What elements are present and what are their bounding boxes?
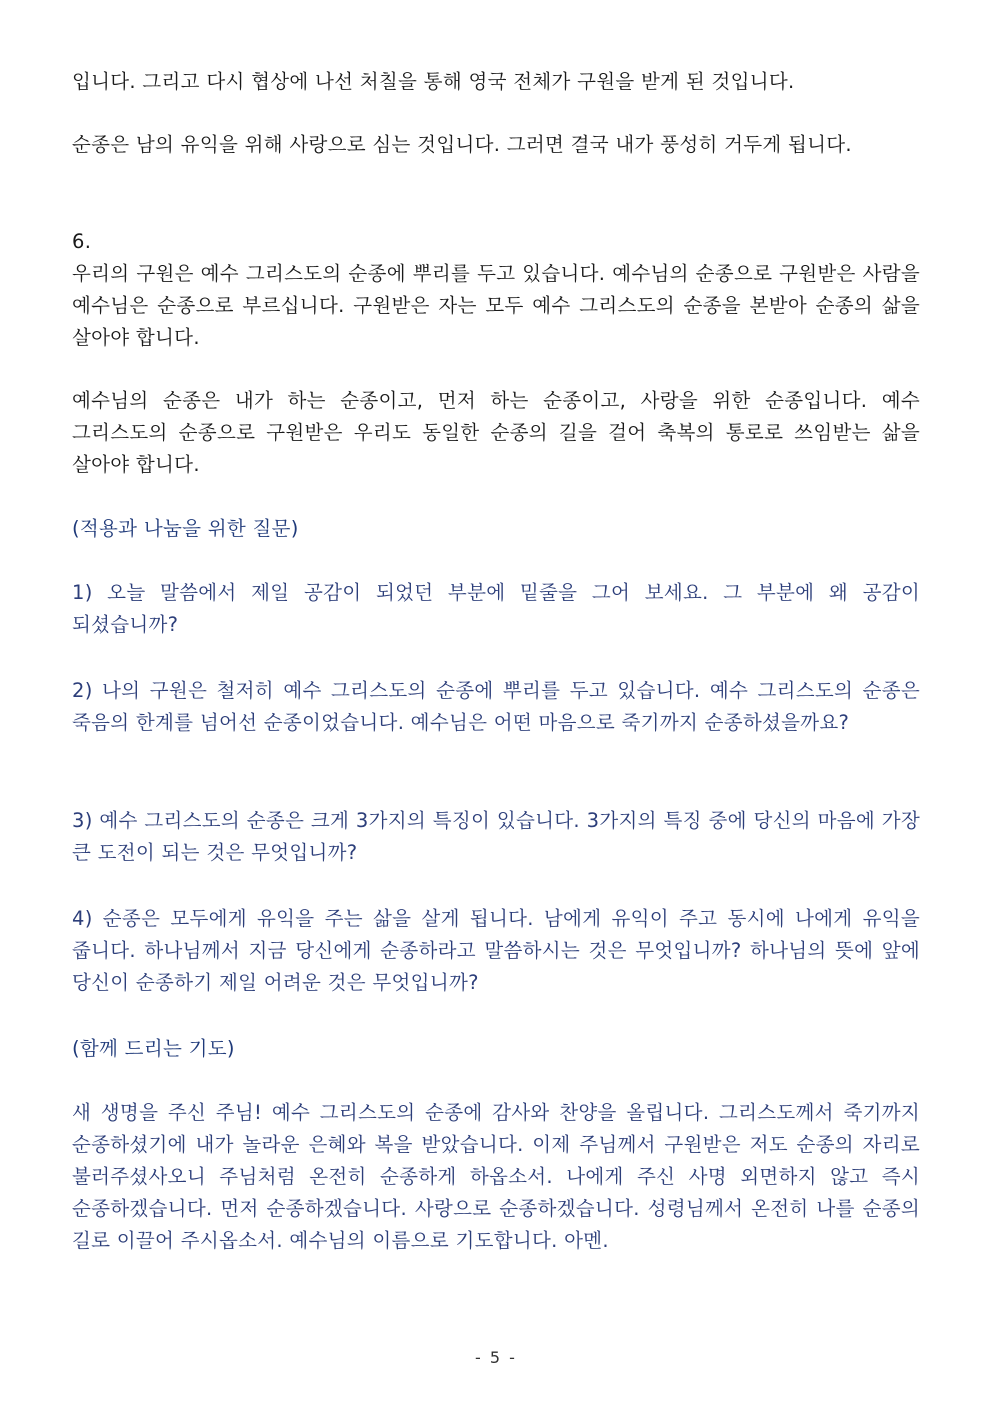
question-3: 3) 예수 그리스도의 순종은 크게 3가지의 특징이 있습니다. 3가지의 특징 중에 당신의 마음에 가장 큰 도전이 되는 것은 무엇입니까? <box>72 809 920 864</box>
prayer-heading: (함께 드리는 기도) <box>72 1037 235 1060</box>
section-number: 6. <box>72 230 92 253</box>
question-4: 4) 순종은 모두에게 유익을 주는 삶을 살게 됩니다. 남에게 유익이 주고 동시에 나에게 유익을 줍니다. 하나님께서 지금 당신에게 순종하라고 말씀하시는 것은 무엇입니까? 하나님의 뜻에 앞에 당신이 순종하기 제일 어려운 것은 무엇입니까? <box>72 907 920 994</box>
question-2: 2) 나의 구원은 철저히 예수 그리스도의 순종에 뿌리를 두고 있습니다. 예수 그리스도의 순종은 죽음의 한계를 넘어선 순종이었습니다. 예수님은 어떤 마음으로 죽기까지 순종하셨을까요? <box>72 679 920 734</box>
prayer-text: 새 생명을 주신 주님! 예수 그리스도의 순종에 감사와 찬양을 올립니다. 그리스도께서 죽기까지 순종하셨기에 내가 놀라운 은혜와 복을 받았습니다. 이제 주님께서 구원받은 저도 순종의 자리로 불러주셨사오니 주님처럼 온전히 순종하게 하옵소서. 나에게 주신 사명 외면하지 않고 즉시 순종하겠습니다. 먼저 순종하겠습니다. 사랑으로 순종하겠습니다. 성령님께서 온전히 나를 순종의 길로 이끌어 주시옵소서. 예수님의 이름으로 기도합니다. 아멘. <box>72 1101 920 1252</box>
questions-heading: (적용과 나눔을 위한 질문) <box>72 517 299 540</box>
paragraph-jesus-obedience: 예수님의 순종은 내가 하는 순종이고, 먼저 하는 순종이고, 사랑을 위한 순종입니다. 예수 그리스도의 순종으로 구원받은 우리도 동일한 순종의 길을 걸어 축복의 통로로 쓰임받는 삶을 살아야 합니다. <box>72 389 920 476</box>
page-number: - 5 - <box>475 1348 517 1367</box>
paragraph-obedience-sowing: 순종은 남의 유익을 위해 사랑으로 심는 것입니다. 그러면 결국 내가 풍성히 거두게 됩니다. <box>72 133 852 156</box>
paragraph-churchill: 입니다. 그리고 다시 협상에 나선 처칠을 통해 영국 전체가 구원을 받게 된 것입니다. <box>72 70 795 93</box>
question-1: 1) 오늘 말씀에서 제일 공감이 되었던 부분에 밑줄을 그어 보세요. 그 부분에 왜 공감이 되셨습니까? <box>72 581 920 636</box>
paragraph-salvation-root: 우리의 구원은 예수 그리스도의 순종에 뿌리를 두고 있습니다. 예수님의 순종으로 구원받은 사람을 예수님은 순종으로 부르십니다. 구원받은 자는 모두 예수 그리스도의 순종을 본받아 순종의 삶을 살아야 합니다. <box>72 262 920 349</box>
